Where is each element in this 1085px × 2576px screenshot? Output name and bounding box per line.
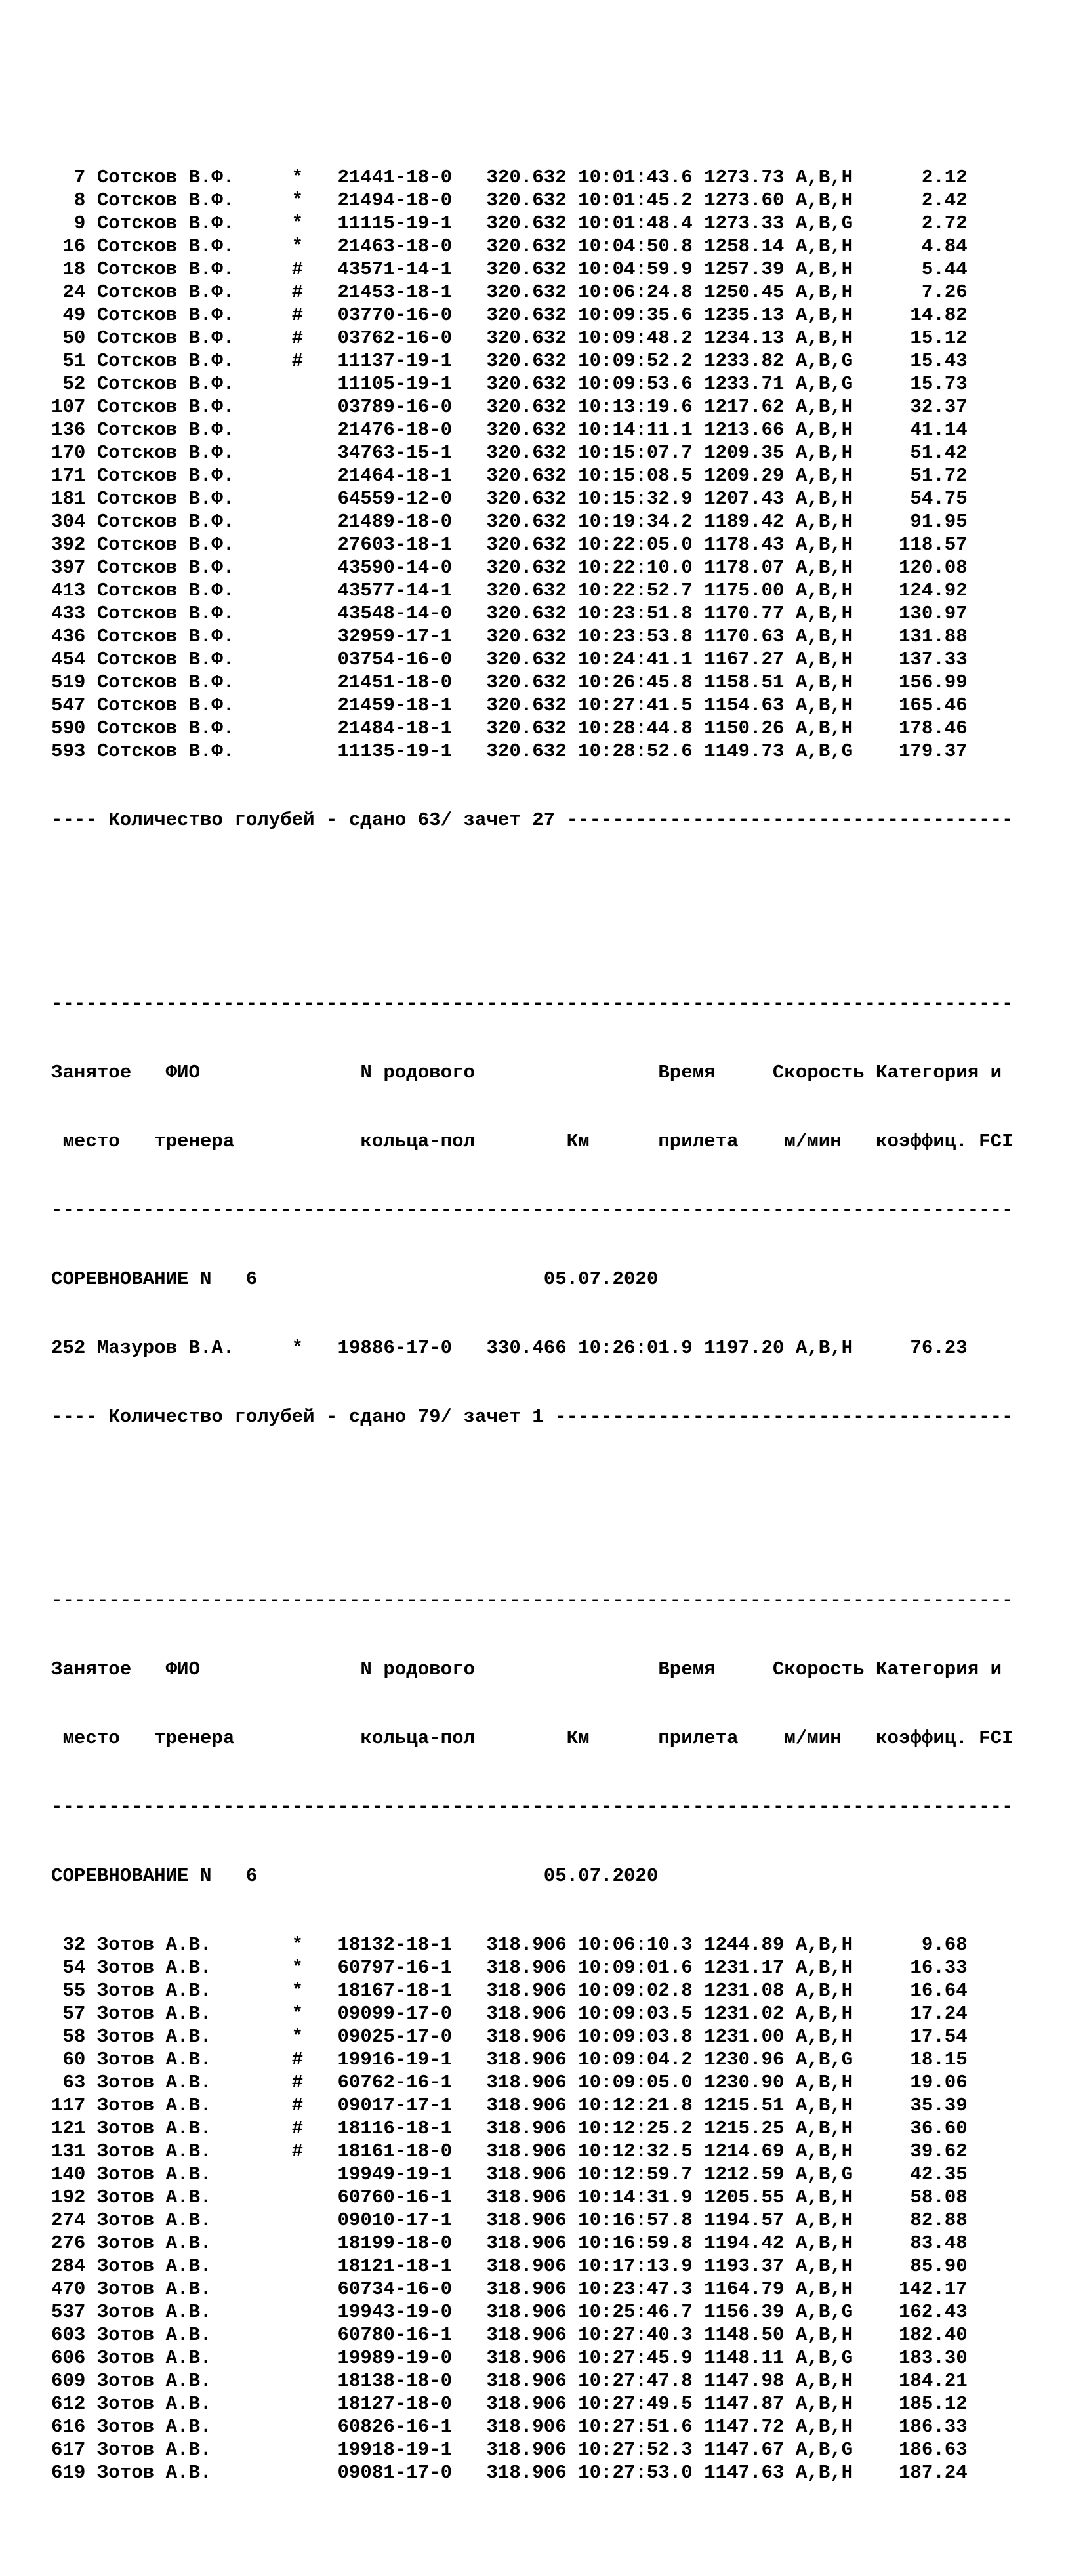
result-row: 121 Зотов А.В. # 18116-18-1 318.906 10:12:25.2 1215.25 A,B,H 36.60 [51, 2118, 968, 2139]
result-row: 8 Сотсков В.Ф. * 21494-18-0 320.632 10:01:45.2 1273.60 A,B,H 2.42 [51, 190, 968, 211]
result-row: 619 Зотов А.В. 09081-17-0 318.906 10:27:53.0 1147.63 A,B,H 187.24 [51, 2462, 968, 2484]
result-row: 470 Зотов А.В. 60734-16-0 318.906 10:23:47.3 1164.79 A,B,H 142.17 [51, 2278, 968, 2300]
result-row: 192 Зотов А.В. 60760-16-1 318.906 10:14:31.9 1205.55 A,B,H 58.08 [51, 2186, 968, 2208]
rule-line: ------------------------------------------------------------------------------------ [51, 1590, 1013, 1611]
result-row: 593 Сотсков В.Ф. 11135-19-1 320.632 10:28:52.6 1149.73 A,B,G 179.37 [51, 740, 968, 762]
rule-line: ------------------------------------------------------------------------------------ [51, 1796, 1013, 1818]
result-row: 170 Сотсков В.Ф. 34763-15-1 320.632 10:15:07.7 1209.35 A,B,H 51.42 [51, 442, 968, 464]
result-row: 454 Сотсков В.Ф. 03754-16-0 320.632 10:24:41.1 1167.27 A,B,H 137.33 [51, 649, 968, 670]
result-row: 392 Сотсков В.Ф. 27603-18-1 320.632 10:22:05.0 1178.43 A,B,H 118.57 [51, 534, 968, 555]
result-row: 140 Зотов А.В. 19949-19-1 318.906 10:12:59.7 1212.59 A,B,G 42.35 [51, 2163, 968, 2185]
results-document [51, 51, 1035, 2576]
result-row: 252 Мазуров В.А. * 19886-17-0 330.466 10:26:01.9 1197.20 A,B,H 76.23 [51, 1337, 968, 1359]
result-row: 24 Сотсков В.Ф. # 21453-18-1 320.632 10:06:24.8 1250.45 A,B,H 7.26 [51, 281, 968, 303]
result-row: 117 Зотов А.В. # 09017-17-1 318.906 10:12:21.8 1215.51 A,B,H 35.39 [51, 2095, 968, 2116]
summary-line: ---- Количество голубей - сдано 79/ зачет 1 ---------------------------------------- [51, 1406, 1013, 1428]
result-row: 519 Сотсков В.Ф. 21451-18-0 320.632 10:26:45.8 1158.51 A,B,H 156.99 [51, 672, 968, 693]
result-row: 18 Сотсков В.Ф. # 43571-14-1 320.632 10:04:59.9 1257.39 A,B,H 5.44 [51, 258, 968, 280]
rule-line: ------------------------------------------------------------------------------------ [51, 993, 1013, 1015]
result-row: 32 Зотов А.В. * 18132-18-1 318.906 10:06:10.3 1244.89 A,B,H 9.68 [51, 1934, 968, 1956]
result-row: 413 Сотсков В.Ф. 43577-14-1 320.632 10:22:52.7 1175.00 A,B,H 124.92 [51, 580, 968, 601]
result-rows [51, 166, 1035, 763]
column-header: Занятое ФИО N родового Время Скорость Категория и [51, 1659, 1002, 1680]
result-row: 276 Зотов А.В. 18199-18-0 318.906 10:16:59.8 1194.42 A,B,H 83.48 [51, 2232, 968, 2254]
result-rows [51, 1337, 1035, 1359]
competition-heading: СОРЕВНОВАНИЕ N 6 05.07.2020 [51, 1865, 659, 1887]
result-row: 58 Зотов А.В. * 09025-17-0 318.906 10:09:03.8 1231.00 A,B,H 17.54 [51, 2026, 968, 2047]
result-row: 590 Сотсков В.Ф. 21484-18-1 320.632 10:28:44.8 1150.26 A,B,H 178.46 [51, 717, 968, 739]
sotskov-section [51, 120, 1035, 877]
result-row: 107 Сотсков В.Ф. 03789-16-0 320.632 10:13:19.6 1217.62 A,B,H 32.37 [51, 396, 968, 418]
result-row: 9 Сотсков В.Ф. * 11115-19-1 320.632 10:01:48.4 1273.33 A,B,G 2.72 [51, 212, 968, 234]
result-row: 397 Сотсков В.Ф. 43590-14-0 320.632 10:22:10.0 1178.07 A,B,H 120.08 [51, 557, 968, 578]
zotov-section [51, 1543, 1035, 2530]
summary-line: ---- Количество голубей - сдано 63/ зачет 27 --------------------------------------- [51, 809, 1013, 831]
result-row: 617 Зотов А.В. 19918-19-1 318.906 10:27:52.3 1147.67 A,B,G 186.63 [51, 2439, 968, 2461]
result-row: 57 Зотов А.В. * 09099-17-0 318.906 10:09:03.5 1231.02 A,B,H 17.24 [51, 2003, 968, 2024]
column-header: место тренера кольца-пол Км прилета м/мин коэффиц. FCI [51, 1727, 1013, 1749]
result-rows [51, 1933, 1035, 2484]
result-row: 16 Сотсков В.Ф. * 21463-18-0 320.632 10:04:50.8 1258.14 A,B,H 4.84 [51, 235, 968, 257]
rule-line: ------------------------------------------------------------------------------------ [51, 1199, 1013, 1221]
result-row: 181 Сотсков В.Ф. 64559-12-0 320.632 10:15:32.9 1207.43 A,B,H 54.75 [51, 488, 968, 510]
result-row: 606 Зотов А.В. 19989-19-0 318.906 10:27:45.9 1148.11 A,B,G 183.30 [51, 2347, 968, 2369]
result-row: 51 Сотсков В.Ф. # 11137-19-1 320.632 10:09:52.2 1233.82 A,B,G 15.43 [51, 350, 968, 372]
result-row: 547 Сотсков В.Ф. 21459-18-1 320.632 10:27:41.5 1154.63 A,B,H 165.46 [51, 694, 968, 716]
result-row: 49 Сотсков В.Ф. # 03770-16-0 320.632 10:09:35.6 1235.13 A,B,H 14.82 [51, 304, 968, 326]
result-row: 54 Зотов А.В. * 60797-16-1 318.906 10:09:01.6 1231.17 A,B,H 16.33 [51, 1957, 968, 1979]
competition-heading: СОРЕВНОВАНИЕ N 6 05.07.2020 [51, 1268, 659, 1290]
result-row: 612 Зотов А.В. 18127-18-0 318.906 10:27:49.5 1147.87 A,B,H 185.12 [51, 2393, 968, 2415]
result-row: 284 Зотов А.В. 18121-18-1 318.906 10:17:13.9 1193.37 A,B,H 85.90 [51, 2255, 968, 2277]
result-row: 136 Сотсков В.Ф. 21476-18-0 320.632 10:14:11.1 1213.66 A,B,H 41.14 [51, 419, 968, 441]
result-row: 274 Зотов А.В. 09010-17-1 318.906 10:16:57.8 1194.57 A,B,H 82.88 [51, 2209, 968, 2231]
mazurov-section [51, 946, 1035, 1474]
result-row: 60 Зотов А.В. # 19916-19-1 318.906 10:09:04.2 1230.96 A,B,G 18.15 [51, 2049, 968, 2070]
column-header: Занятое ФИО N родового Время Скорость Категория и [51, 1062, 1002, 1083]
result-row: 603 Зотов А.В. 60780-16-1 318.906 10:27:40.3 1148.50 A,B,H 182.40 [51, 2324, 968, 2346]
result-row: 609 Зотов А.В. 18138-18-0 318.906 10:27:47.8 1147.98 A,B,H 184.21 [51, 2370, 968, 2392]
result-row: 63 Зотов А.В. # 60762-16-1 318.906 10:09:05.0 1230.90 A,B,H 19.06 [51, 2072, 968, 2093]
result-row: 52 Сотсков В.Ф. 11105-19-1 320.632 10:09:53.6 1233.71 A,B,G 15.73 [51, 373, 968, 395]
result-row: 50 Сотсков В.Ф. # 03762-16-0 320.632 10:09:48.2 1234.13 A,B,H 15.12 [51, 327, 968, 349]
result-row: 55 Зотов А.В. * 18167-18-1 318.906 10:09:02.8 1231.08 A,B,H 16.64 [51, 1980, 968, 2002]
result-row: 433 Сотсков В.Ф. 43548-14-0 320.632 10:23:51.8 1170.77 A,B,H 130.97 [51, 603, 968, 624]
column-header: место тренера кольца-пол Км прилета м/мин коэффиц. FCI [51, 1131, 1013, 1152]
result-row: 131 Зотов А.В. # 18161-18-0 318.906 10:12:32.5 1214.69 A,B,H 39.62 [51, 2141, 968, 2162]
result-row: 436 Сотсков В.Ф. 32959-17-1 320.632 10:23:53.8 1170.63 A,B,H 131.88 [51, 626, 968, 647]
result-row: 304 Сотсков В.Ф. 21489-18-0 320.632 10:19:34.2 1189.42 A,B,H 91.95 [51, 511, 968, 533]
result-row: 616 Зотов А.В. 60826-16-1 318.906 10:27:51.6 1147.72 A,B,H 186.33 [51, 2416, 968, 2438]
result-row: 171 Сотсков В.Ф. 21464-18-1 320.632 10:15:08.5 1209.29 A,B,H 51.72 [51, 465, 968, 487]
result-row: 7 Сотсков В.Ф. * 21441-18-0 320.632 10:01:43.6 1273.73 A,B,H 2.12 [51, 167, 968, 188]
result-row: 537 Зотов А.В. 19943-19-0 318.906 10:25:46.7 1156.39 A,B,G 162.43 [51, 2301, 968, 2323]
